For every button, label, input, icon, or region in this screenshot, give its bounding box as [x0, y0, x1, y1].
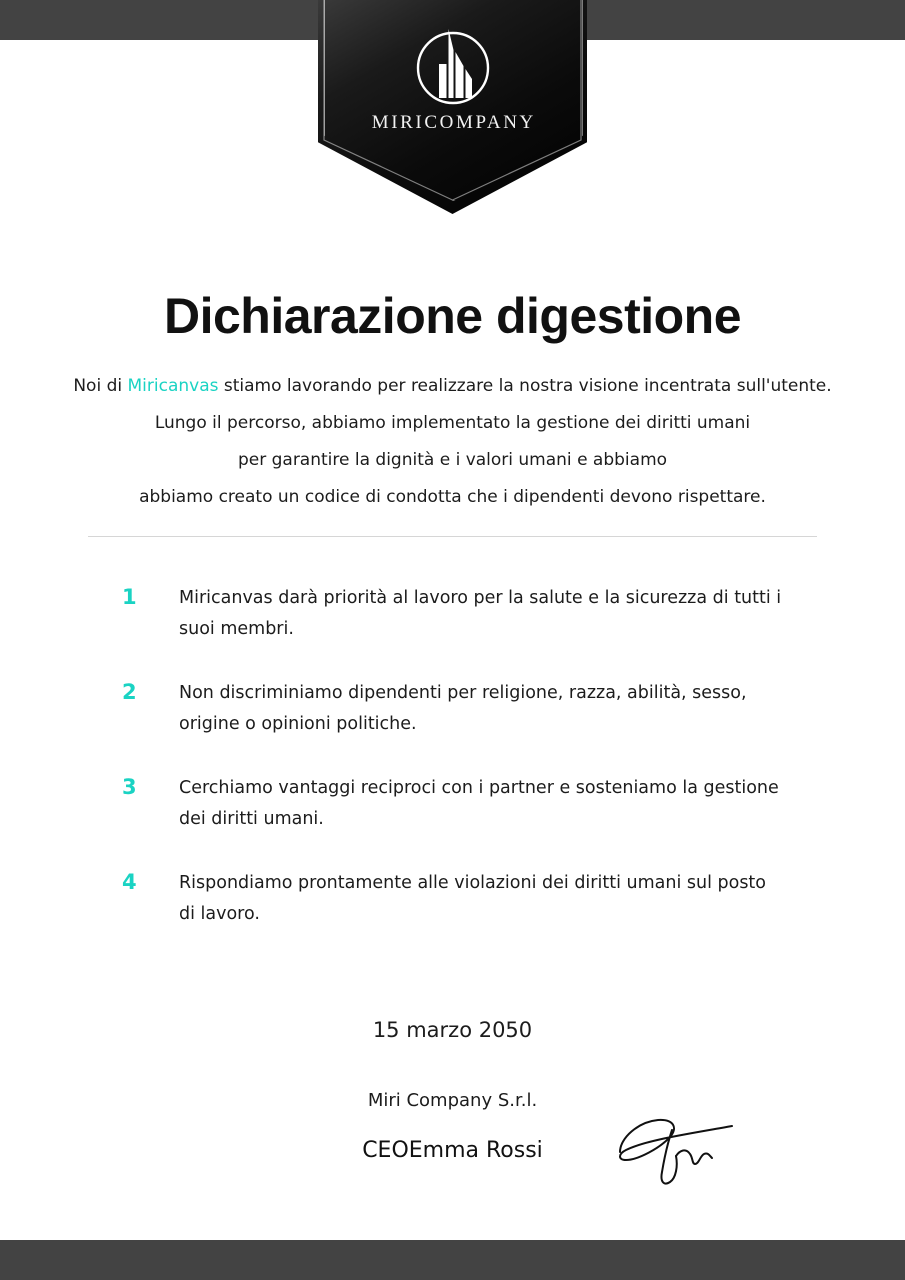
- footer-company-name: Miri Company S.r.l.: [367, 1090, 538, 1111]
- intro-line-3: per garantire la dignità e i valori umani e abbiamo: [237, 450, 668, 470]
- intro-paragraph: [0, 368, 905, 516]
- intro-line-1-before: Noi di: [73, 376, 128, 396]
- clause-text: Non discriminiamo dipendenti per religione, razza, abilità, sesso, origine o opinioni politiche.: [179, 683, 747, 734]
- intro-line-4: abbiamo creato un codice di condotta che i dipendenti devono rispettare.: [139, 487, 766, 507]
- handwritten-signature: [612, 1108, 742, 1190]
- clause-number: 2: [122, 680, 137, 704]
- clause-number: 3: [122, 775, 137, 799]
- clause-list: [0, 583, 905, 963]
- bottom-accent-bar: [0, 1240, 905, 1280]
- section-divider: [88, 536, 817, 537]
- intro-line-1-after: stiamo lavorando per realizzare la nostra visione incentrata sull'utente.: [218, 376, 832, 396]
- brand-link-miricanvas[interactable]: Miricanvas: [127, 376, 219, 396]
- list-item: [0, 678, 905, 740]
- clause-number: 4: [122, 870, 137, 894]
- page-title: Dichiarazione digestione: [163, 287, 741, 344]
- intro-line-1: [0, 368, 905, 405]
- list-item: [0, 868, 905, 930]
- footer-date: 15 marzo 2050: [372, 1018, 533, 1042]
- list-item: [0, 583, 905, 645]
- clause-text: Rispondiamo prontamente alle violazioni dei diritti umani sul posto di lavoro.: [179, 873, 767, 924]
- emblem-company-name: MIRICOMPANY: [371, 112, 536, 133]
- intro-line-2: Lungo il percorso, abbiamo implementato la gestione dei diritti umani: [154, 413, 751, 433]
- document-footer: [0, 1018, 905, 1163]
- skyscraper-circle-icon: [318, 22, 587, 114]
- clause-number: 1: [122, 585, 137, 609]
- footer-ceo-name: CEOEmma Rossi: [362, 1138, 543, 1163]
- clause-text: Cerchiamo vantaggi reciproci con i partner e sosteniamo la gestione dei diritti umani.: [179, 778, 779, 829]
- clause-text: Miricanvas darà priorità al lavoro per la salute e la sicurezza di tutti i suoi membri.: [179, 588, 782, 639]
- list-item: [0, 773, 905, 835]
